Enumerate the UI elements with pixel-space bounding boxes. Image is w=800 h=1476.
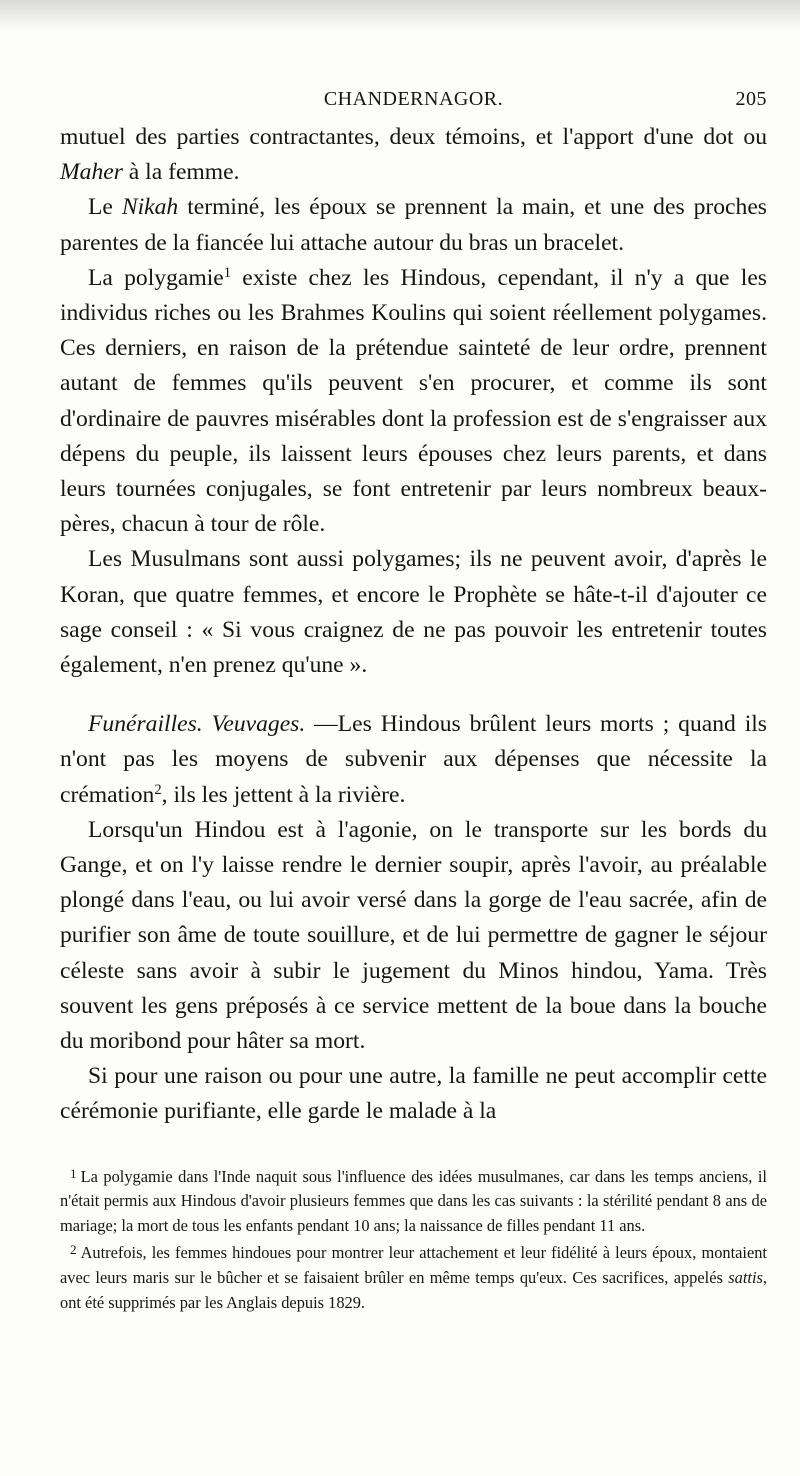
footnote-1: $^1$ La polygamie dans l'Inde naquit sous l'influence des idées musulmanes, car dans les temps anciens, il n'était permis aux Hindous d'avoir plusieurs femmes que dans les cas suivants : la stérilité pendant 8 ans de mariage; la mort de tous les enfants pendant 10 ans; la naissance de filles pendant 11 ans. — [60, 1165, 767, 1235]
paragraph-7: Si pour une raison ou pour une autre, la famille ne peut accomplir cette cérémonie purifiante, elle garde le malade à la — [60, 1063, 767, 1125]
footnote-ref-1: 1 — [223, 264, 232, 281]
paragraph-2: Le Nikah terminé, les époux se prennent la main, et une des proches parentes de la fiancée lui attache autour du bras un bracelet. — [60, 194, 767, 256]
footnote-2: $^2$ Autrefois, les femmes hindoues pour montrer leur attachement et leur fidélité à leurs époux, montaient avec leurs maris sur le bûcher et se faisaient brûler en même temps qu'eux. Ces sacrifices, appelés sattis, ont été supprimés par les Anglais depuis 1829. — [60, 1242, 767, 1312]
paragraph-1: mutuel des parties contractantes, deux témoins, et l'apport d'une dot ou Maher à la femme. — [60, 124, 767, 186]
page-header — [60, 84, 767, 120]
page-number: 205 — [735, 88, 767, 110]
section-heading: Funérailles. Veuvages. — [88, 711, 306, 738]
footnotes — [60, 1162, 767, 1315]
book-page — [60, 84, 767, 1315]
paragraph-4: Les Musulmans sont aussi polygames; ils ne peuvent avoir, d'après le Koran, que quatre femmes, et encore le Prophète se hâte-t-il d'ajouter ce sage conseil : « Si vous craignez de ne pas pouvoir les entretenir toutes également, n'en prenez qu'une ». — [60, 546, 767, 679]
paragraph-6: Lorsqu'un Hindou est à l'agonie, on le transporte sur les bords du Gange, et on l'y laisse rendre le dernier soupir, après l'avoir, au préalable plongé dans l'eau, ou lui avoir versé dans la gorge de l'eau sacrée, afin de purifier son âme de toute souillure, et de lui permettre de gagner le séjour céleste sans avoir à subir le jugement du Minos hindou, Yama. Très souvent les gens préposés à ce service mettent de la boue dans la bouche du moribond pour hâter sa mort. — [60, 816, 767, 1055]
footnote-ref-2: 2 — [154, 781, 162, 798]
scan-shadow — [0, 0, 800, 30]
paragraph-5: Funérailles. Veuvages. —Les Hindous brûlent leurs morts ; quand ils n'ont pas les moyens de subvenir aux dépenses que nécessite la crémation$^2$, ils les jettent à la rivière. — [60, 711, 767, 808]
body-text — [60, 120, 767, 1130]
running-title: CHANDERNAGOR. — [323, 88, 504, 110]
paragraph-3: La polygamie$^1$ existe chez les Hindous, cependant, il n'y a que les individus riches ou les Brahmes Koulins qui soient réellement polygames. Ces derniers, en raison de la prétendue sainteté de leur ordre, prennent autant de femmes qu'ils peuvent s'en procurer, et comme ils sont d'ordinaire de pauvres misérables dont la profession est de s'engraisser aux dépens du peuple, ils laissent leurs épouses chez leurs parents, et dans leurs tournées conjugales, se font entretenir par leurs nombreux beaux-pères, chacun à tour de rôle. — [60, 264, 767, 538]
